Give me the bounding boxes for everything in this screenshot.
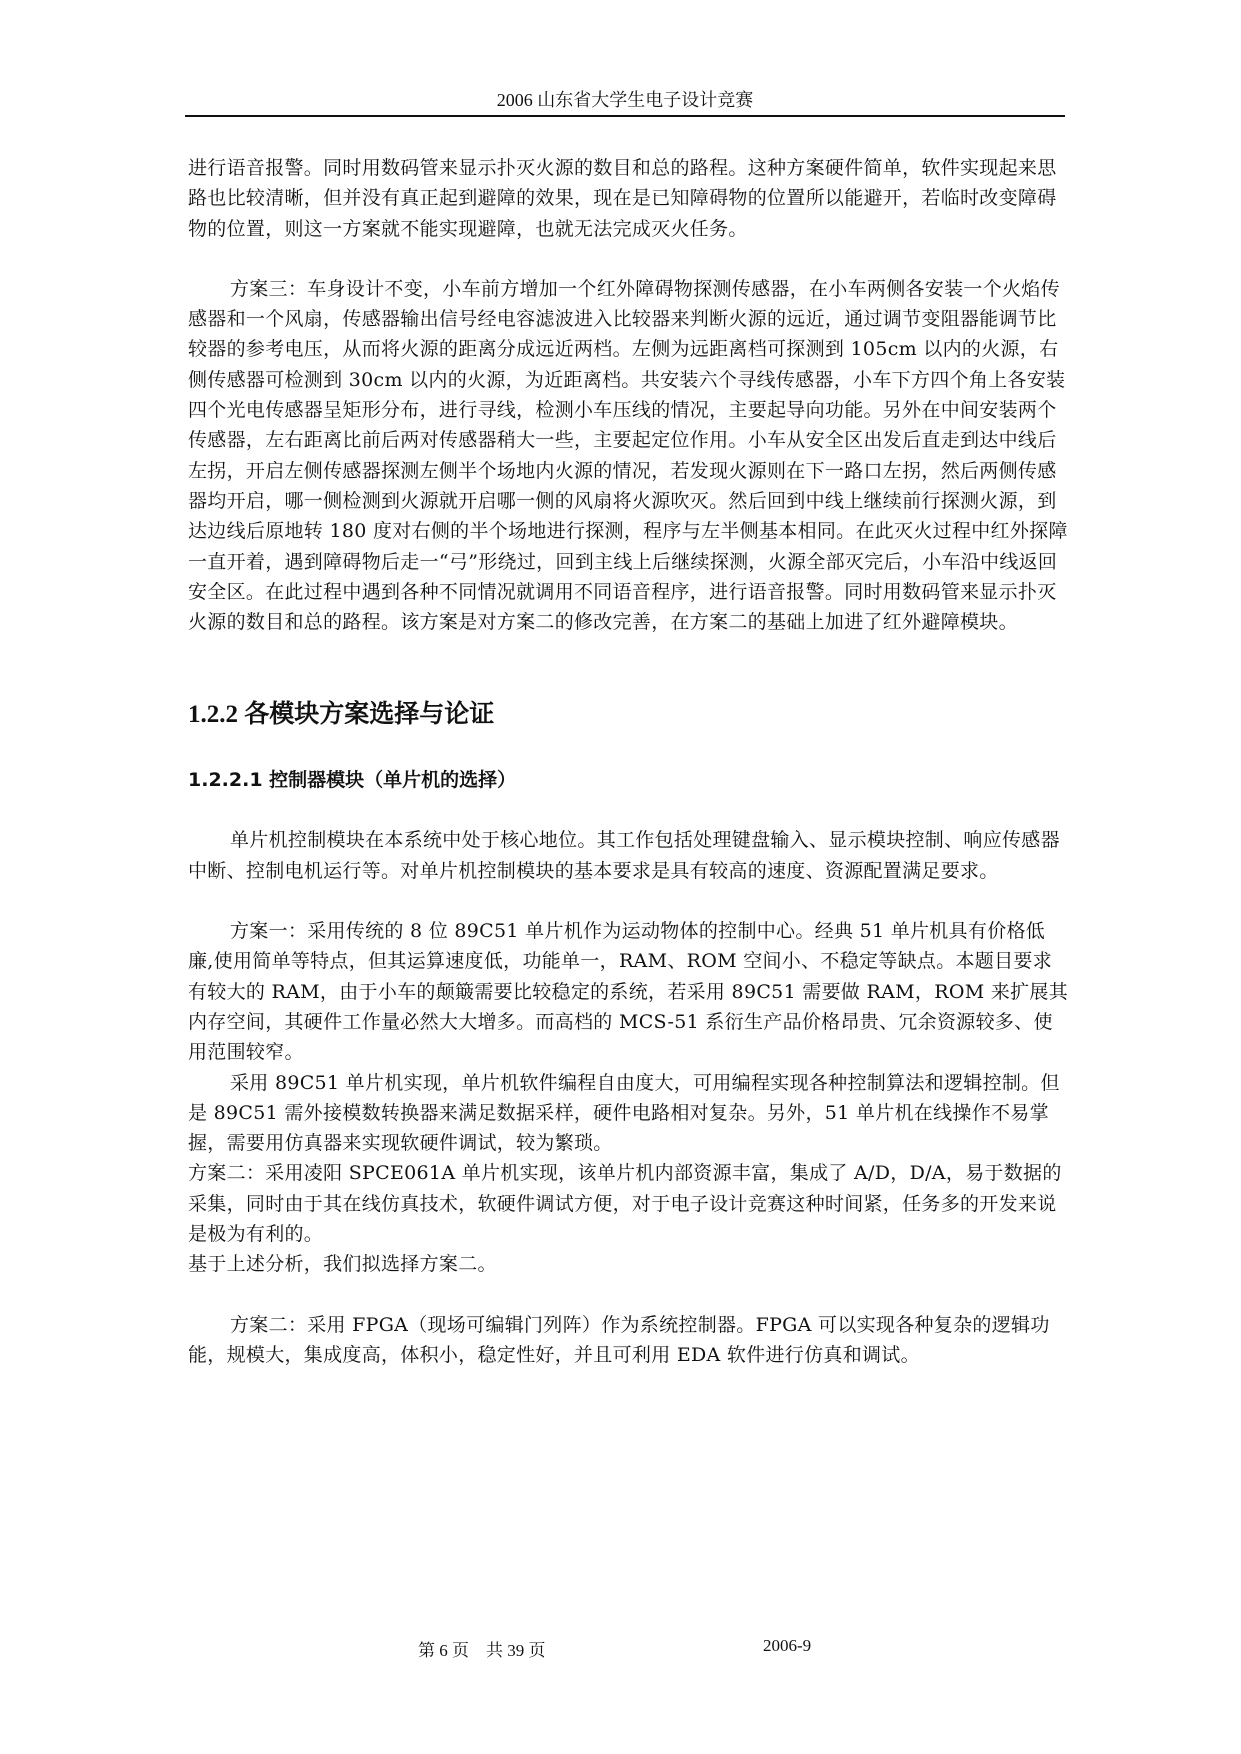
document-body	[188, 153, 1068, 1370]
section-heading: 1.2.2 各模块方案选择与论证	[188, 701, 495, 729]
paragraph-mcu-intro: 单片机控制模块在本系统中处于核心地位。其工作包括处理键盘输入、显示模块控制、响应传感器中断、控制电机运行等。对单片机控制模块的基本要求是具有较高的速度、资源配置满足要求。	[188, 829, 1060, 882]
paragraph-89c51: 采用 89C51 单片机实现，单片机软件编程自由度大，可用编程实现各种控制算法和逻辑控制。但是 89C51 需外接模数转换器来满足数据采样，硬件电路相对复杂。另外，51 单片机在线操作不易掌握，需要用仿真器来实现软硬件调试，较为繁琐。	[188, 1071, 1060, 1155]
paragraph-continued: 进行语音报警。同时用数码管来显示扑灭火源的数目和总的路程。这种方案硬件简单，软件实现起来思路也比较清晰，但并没有真正起到避障的效果，现在是已知障碍物的位置所以能避开，若临时改变障碍物的位置，则这一方案就不能实现避障，也就无法完成灭火任务。	[188, 157, 1057, 240]
paragraph-fpga: 方案二：采用 FPGA（现场可编辑门列阵）作为系统控制器。FPGA 可以实现各种复杂的逻辑功能，规模大，集成度高，体积小，稳定性好，并且可利用 EDA 软件进行仿真和调试。	[188, 1313, 1050, 1366]
page-header-title: 2006 山东省大学生电子设计竞赛	[496, 90, 754, 110]
paragraph-conclusion: 基于上述分析，我们拟选择方案二。	[188, 1253, 497, 1276]
paragraph-scheme-three: 方案三：车身设计不变，小车前方增加一个红外障碍物探测传感器，在小车两侧各安装一个火焰传感器和一个风扇，传感器输出信号经电容滤波进入比较器来判断火源的远近，通过调节变阻器能调节比较器的参考电压，从而将火源的距离分成远近两档。左侧为远距离档可探测到 105cm 以内的火源，右侧传感器可检测到 30cm 以内的火源，为近距离档。共安装六个寻线传感器，小车下方四个角上各安装四个光电传感器呈矩形分布，进行寻线，检测小车压线的情况，主要起导向功能。另外在中间安装两个传感器，左右距离比前后两对传感器稍大一些，主要起定位作用。小车从安全区出发后直走到达中线后左拐，开启左侧传感器探测左侧半个场地内火源的情况，若发现火源则在下一路口左拐，然后两侧传感器均开启，哪一侧检测到火源就开启哪一侧的风扇将火源吹灭。然后回到中线上继续前行探测火源，到达边线后原地转 180 度对右侧的半个场地进行探测，程序与左半侧基本相同。在此灭火过程中红外探障一直开着，遇到障碍物后走一“弓”形绕过，回到主线上后继续探测，火源全部灭完后，小车沿中线返回安全区。在此过程中遇到各种不同情况就调用不同语音程序，进行语音报警。同时用数码管来显示扑灭火源的数目和总的路程。该方案是对方案二的修改完善，在方案二的基础上加进了红外避障模块。	[188, 277, 1068, 634]
header-divider	[185, 115, 1065, 117]
subsection-heading: 1.2.2.1 控制器模块（单片机的选择）	[188, 769, 517, 792]
paragraph-option-one: 方案一：采用传统的 8 位 89C51 单片机作为运动物体的控制中心。经典 51 单片机具有价格低廉,使用简单等特点，但其运算速度低，功能单一，RAM、ROM 空间小、不稳定等缺点。本题目要求有较大的 RAM，由于小车的颠簸需要比较稳定的系统，若采用 89C51 需要做 RAM，ROM 来扩展其内存空间，其硬件工作量必然大大增多。而高档的 MCS-51 系衍生产品价格昂贵、冗余资源较多、使用范围较窄。	[188, 920, 1068, 1064]
page-number: 第 6 页 共 39 页	[418, 1641, 546, 1660]
footer-date: 2006-9	[763, 1636, 812, 1655]
paragraph-option-two: 方案二：采用凌阳 SPCE061A 单片机实现，该单片机内部资源丰富，集成了 A/D，D/A，易于数据的采集，同时由于其在线仿真技术，软硬件调试方便，对于电子设计竞赛这种时间紧，任务多的开发来说是极为有利的。	[188, 1162, 1062, 1246]
